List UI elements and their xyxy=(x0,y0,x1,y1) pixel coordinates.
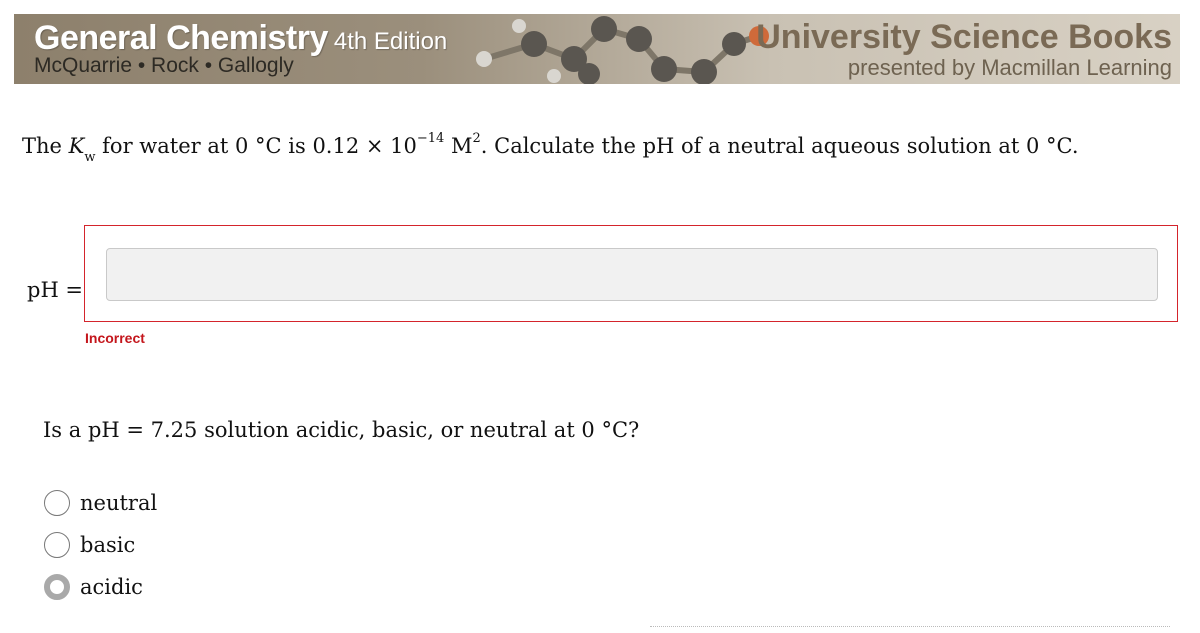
q1-unit-exponent: 2 xyxy=(472,131,481,146)
book-banner xyxy=(14,14,1180,84)
publisher-name: University Science Books xyxy=(756,18,1172,56)
option-acidic[interactable] xyxy=(44,573,143,601)
option-basic[interactable] xyxy=(44,531,135,559)
feedback-incorrect: Incorrect xyxy=(85,330,145,346)
publisher-tagline: presented by Macmillan Learning xyxy=(847,55,1172,80)
q1-prefix: The xyxy=(22,134,69,158)
radio-acidic[interactable] xyxy=(44,574,70,600)
option-neutral-label: neutral xyxy=(80,491,158,515)
q1-suffix: . Calculate the pH of a neutral aqueous solution at 0 °C. xyxy=(480,134,1079,158)
footer-divider xyxy=(650,626,1170,633)
option-basic-label: basic xyxy=(80,533,136,557)
q1-unit: M xyxy=(444,134,473,158)
option-acidic-label: acidic xyxy=(80,575,143,599)
book-authors: McQuarrie • Rock • Gallogly xyxy=(34,54,294,77)
book-edition: 4th Edition xyxy=(333,28,448,55)
ph-answer-input[interactable] xyxy=(106,248,1158,301)
radio-neutral[interactable] xyxy=(44,490,70,516)
publisher-block xyxy=(756,18,1172,80)
q1-k-subscript: w xyxy=(84,150,96,166)
book-title-text: General Chemistry xyxy=(34,19,328,57)
ph-label: pH = xyxy=(27,278,84,302)
q1-middle: for water at 0 °C is 0.12 × 10 xyxy=(95,134,417,158)
question-acid-base-prompt: Is a pH = 7.25 solution acidic, basic, or neutral at 0 °C? xyxy=(43,418,640,442)
option-neutral[interactable] xyxy=(44,489,157,517)
q1-k-symbol: K xyxy=(68,134,85,158)
radio-basic[interactable] xyxy=(44,532,70,558)
question-kw-prompt xyxy=(22,131,1079,166)
q1-exponent: −14 xyxy=(416,131,445,146)
